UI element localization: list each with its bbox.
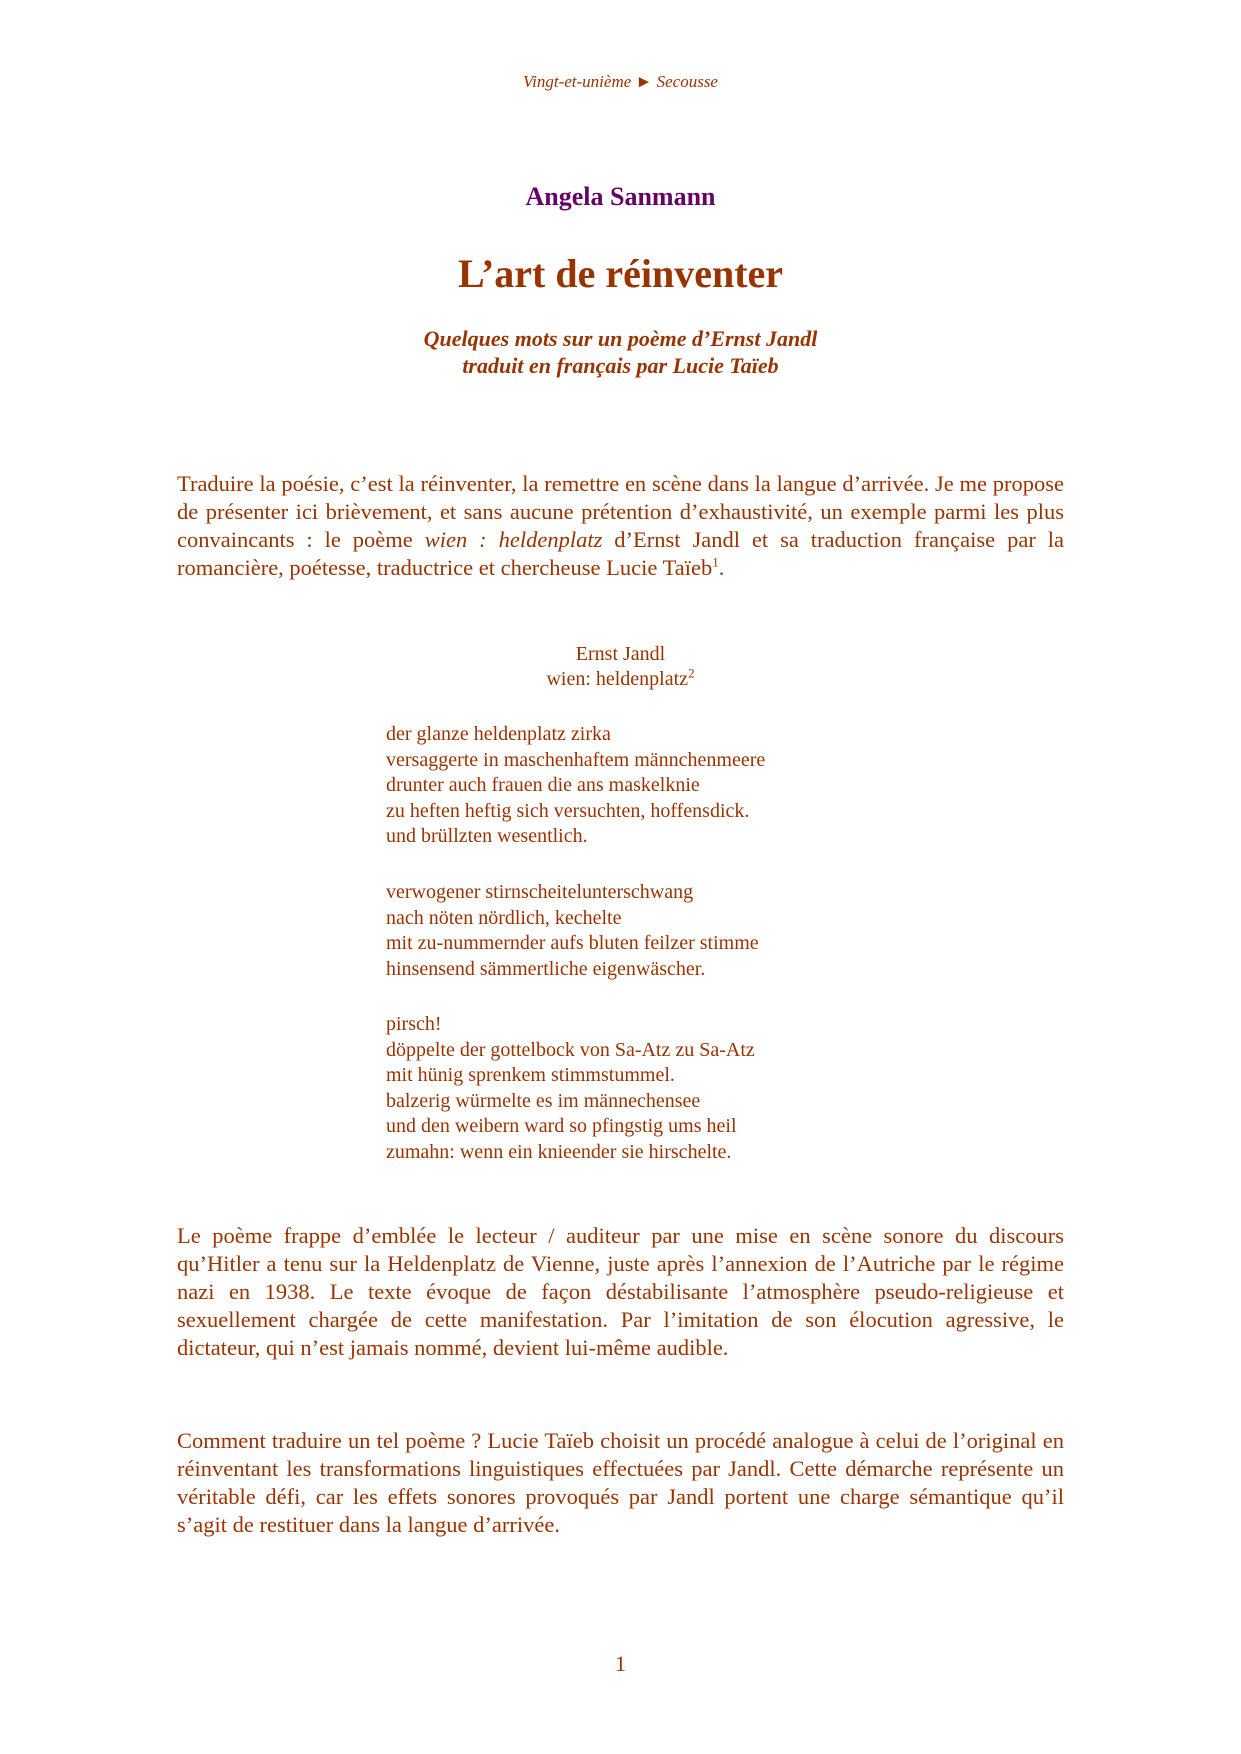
arrow-icon: ►	[635, 72, 653, 91]
page-number: 1	[615, 1651, 626, 1676]
poem-line: mit hünig sprenkem stimmstummel.	[386, 1064, 675, 1086]
poem-author: Ernst Jandl	[575, 643, 666, 665]
poem-line: mit zu-nummernder aufs bluten feilzer stimme	[386, 932, 759, 954]
poem-line: zumahn: wenn ein knieender sie hirschelte.	[386, 1140, 732, 1163]
poem-stanza-1	[386, 722, 765, 850]
intro-text-2: d’Ernst Jandl et sa traduction française par la romancière, poétesse, traductrice et chercheuse Lucie Taïeb	[177, 527, 1065, 580]
intro-poem-title: wien : heldenplatz	[424, 527, 603, 552]
article-title: L’art de réinventer	[457, 251, 784, 296]
footnote-ref-2[interactable]: 2	[688, 665, 695, 681]
body-paragraph-3: Comment traduire un tel poème ? Lucie Taïeb choisit un procédé analogue à celui de l’original en réinventant les transformations linguistiques effectuées par Jandl. Cette démarche représente un véritable défi, car les effets sonores provoqués par Jandl portent une charge sémantique qu’il s’agit de restituer dans la langue d’arrivée.	[177, 1428, 1064, 1537]
intro-text-3: .	[718, 555, 725, 580]
subtitle-line-1: Quelques mots sur un poème d’Ernst Jandl	[423, 326, 818, 351]
poem-line: nach nöten nördlich, kechelte	[386, 906, 622, 929]
poem-line: der glanze heldenplatz zirka	[386, 723, 611, 745]
header-left: Vingt-et-unième	[523, 72, 632, 91]
poem-line: versaggerte in maschenhaftem männchenmeere	[386, 748, 766, 771]
intro-paragraph	[177, 470, 1064, 582]
poem-line: verwogener stirnscheitelunterschwang	[386, 881, 694, 903]
author-name: Angela Sanmann	[525, 182, 716, 211]
poem-line: döppelte der gottelbock von Sa-Atz zu Sa-Atz	[386, 1038, 755, 1061]
poem-heading	[0, 642, 1241, 692]
header-right: Secousse	[656, 72, 718, 91]
poem-line: und brüllzten wesentlich.	[386, 825, 588, 847]
poem-stanza-2	[386, 880, 759, 982]
footnote-ref-1[interactable]: 1	[712, 554, 719, 570]
running-header	[0, 72, 1241, 92]
subtitle-line-2: traduit en français par Lucie Taïeb	[462, 353, 779, 378]
poem-line: zu heften heftig sich versuchten, hoffensdick.	[386, 799, 750, 822]
poem-line: hinsensend sämmertliche eigenwäscher.	[386, 957, 706, 980]
body-paragraph-2: Le poème frappe d’emblée le lecteur / auditeur par une mise en scène sonore du discours qu’Hitler a tenu sur la Heldenplatz de Vienne, juste après l’annexion de l’Autriche par le régime nazi en 1938. Le texte évoque de façon déstabilisante l’atmosphère pseudo-religieuse et sexuellement chargée de cette manifestation. Par l’imitation de son élocution agressive, le dictateur, qui n’est jamais nommé, devient lui-même audible.	[177, 1223, 1064, 1360]
article-subtitle	[0, 325, 1241, 379]
poem-line: balzerig würmelte es im männechensee	[386, 1089, 701, 1112]
poem-line: pirsch!	[386, 1013, 442, 1035]
poem-stanza-3	[386, 1012, 755, 1165]
poem-title-line	[0, 667, 1241, 692]
intro-text-1: Traduire la poésie, c’est la réinventer, la remettre en scène dans la langue d’arrivée. Je me propose de présenter ici brièvement, et sans aucune prétention d’exhaustivité, un exemple parmi les plus convaincants : le poème	[177, 471, 1064, 552]
poem-line: drunter auch frauen die ans maskelknie	[386, 774, 700, 796]
poem-line: und den weibern ward so pfingstig ums heil	[386, 1115, 737, 1137]
poem-title: wien: heldenplatz	[546, 668, 689, 690]
